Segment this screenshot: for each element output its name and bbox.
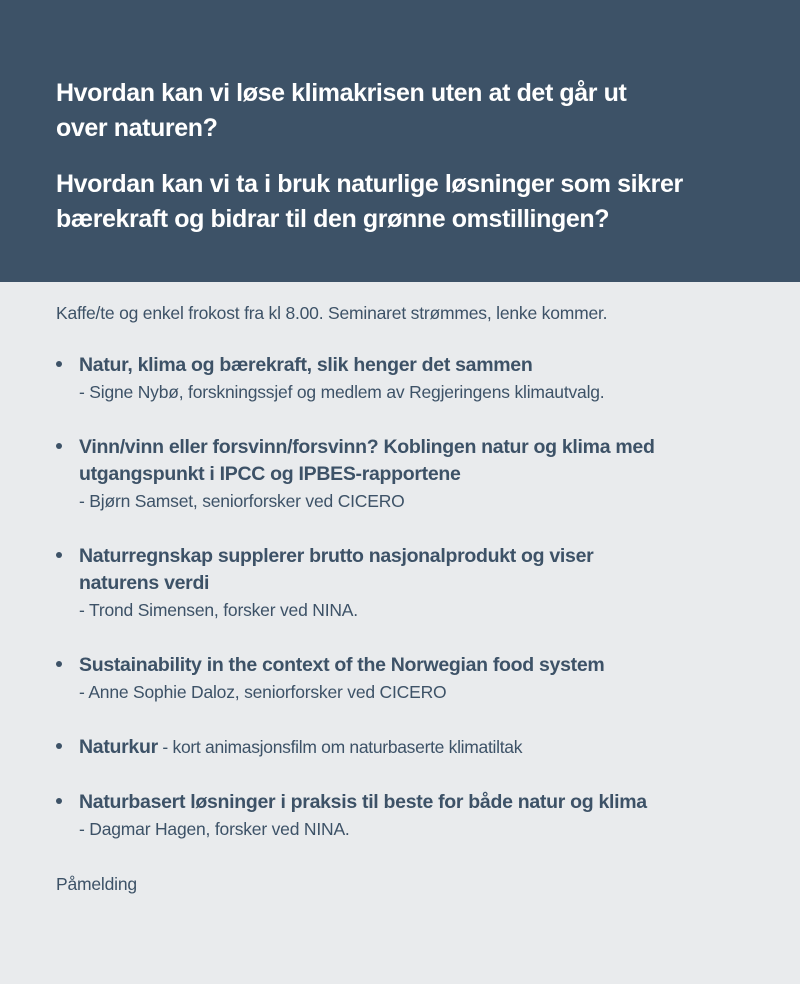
agenda-item [56,652,760,706]
agenda-item-title: Naturkur [79,736,158,758]
agenda-item-speaker: - Bjørn Samset, seniorforsker ved CICERO [79,491,405,511]
bullet-icon [56,798,62,804]
bullet-icon [56,361,62,367]
bullet-icon [56,661,62,667]
agenda-item-speaker: - Signe Nybø, forskningssjef og medlem av Regjeringens klimautvalg. [79,382,605,402]
agenda-item-title: Naturbasert løsninger i praksis til beste for både natur og klima [79,791,647,813]
agenda-item-title: Naturregnskap supplerer brutto nasjonalprodukt og viser naturens verdi [79,545,594,594]
agenda-item-description: - kort animasjonsfilm om naturbaserte klimatiltak [157,737,523,757]
bullet-icon [56,743,62,749]
intro-text: Kaffe/te og enkel frokost fra kl 8.00. Seminaret strømmes, lenke kommer. [56,303,608,323]
agenda-item [56,434,760,515]
bullet-icon [56,443,62,449]
agenda-item [56,789,760,843]
header-banner [0,0,800,282]
question-1: Hvordan kan vi løse klimakrisen uten at det går ut over naturen? [56,79,627,142]
signup-link[interactable]: Påmelding [56,874,137,894]
agenda-item [56,352,760,406]
bullet-icon [56,552,62,558]
agenda-list [56,352,760,843]
program-content [0,282,800,897]
agenda-item-title: Vinn/vinn eller forsvinn/forsvinn? Koblingen natur og klima med utgangspunkt i IPCC og IPBES-rapportene [79,436,655,485]
agenda-item-title: Sustainability in the context of the Norwegian food system [79,654,605,676]
agenda-item [56,734,760,761]
agenda-item [56,543,760,624]
agenda-item-speaker: - Dagmar Hagen, forsker ved NINA. [79,819,350,839]
agenda-item-title: Natur, klima og bærekraft, slik henger det sammen [79,354,533,376]
question-2: Hvordan kan vi ta i bruk naturlige løsninger som sikrer bærekraft og bidrar til den grønne omstillingen? [56,170,683,233]
agenda-item-title-row [79,734,760,761]
agenda-item-speaker: - Anne Sophie Daloz, seniorforsker ved CICERO [79,682,447,702]
agenda-item-speaker: - Trond Simensen, forsker ved NINA. [79,600,358,620]
